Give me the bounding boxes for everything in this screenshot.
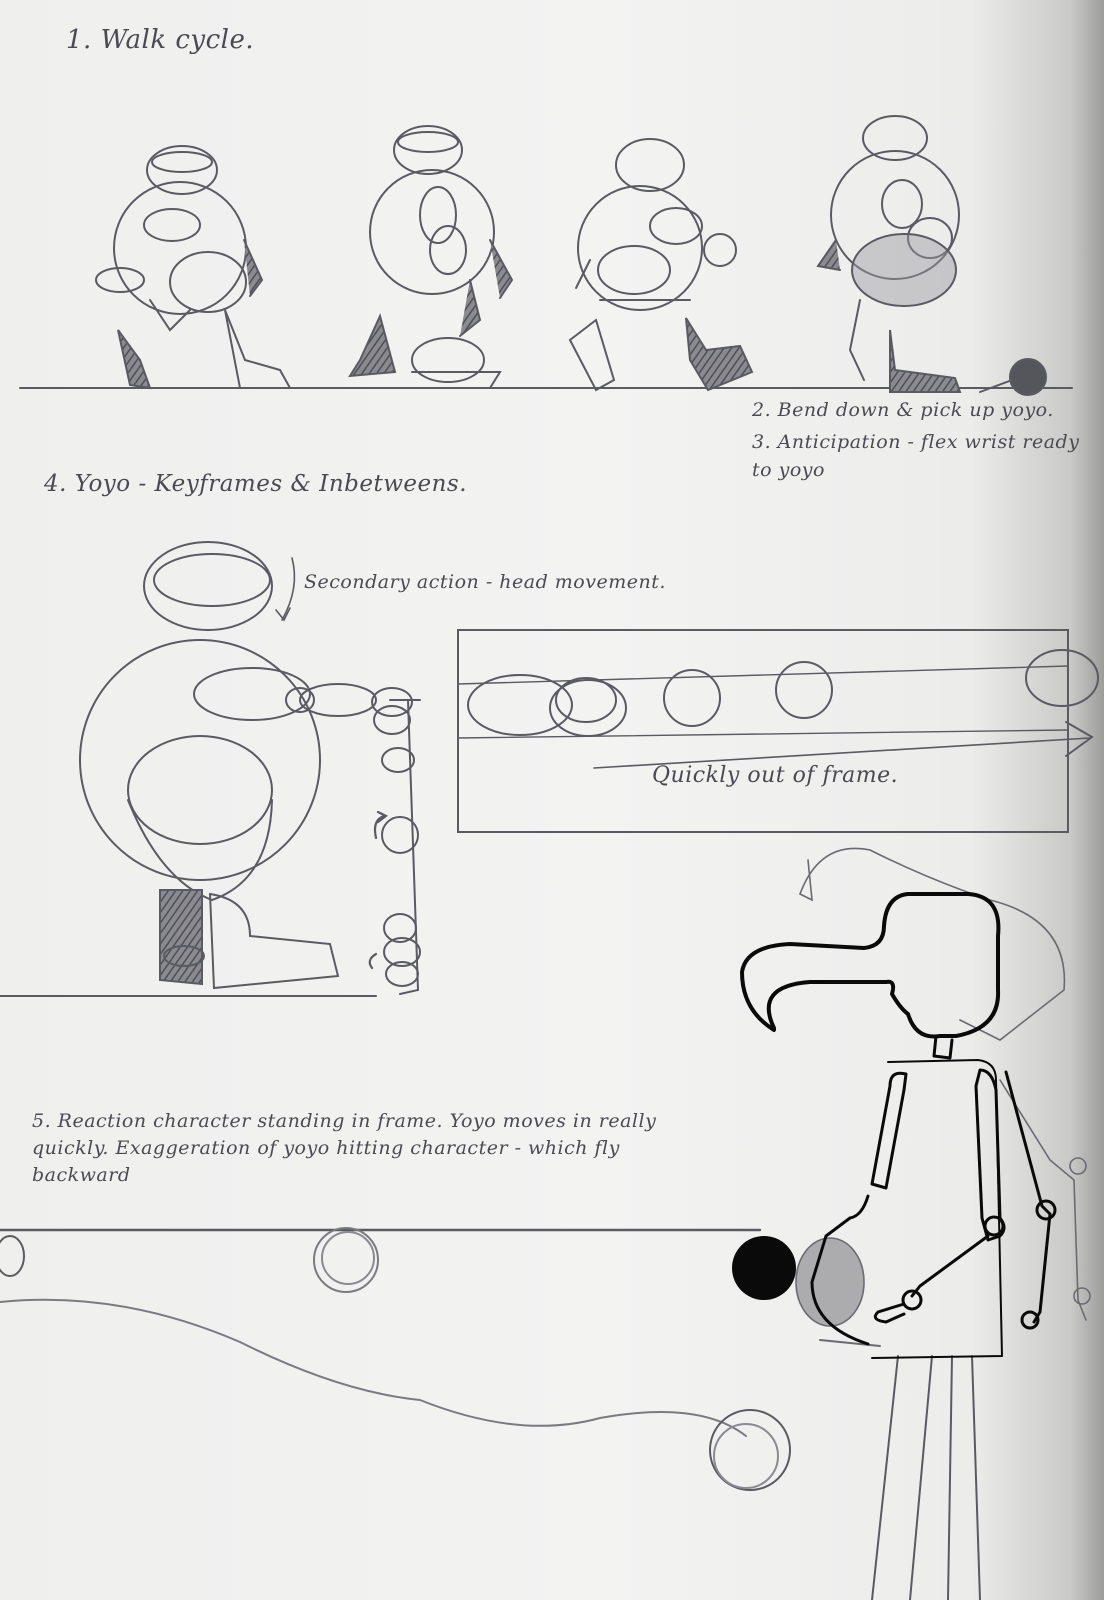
note-secondary-action: Secondary action - head movement. <box>304 571 666 593</box>
yoyo-motion-trail <box>0 1228 790 1490</box>
ground-yoyo-string <box>980 380 1012 392</box>
walk-frame-2-figure <box>350 126 512 388</box>
yoyo-figure <box>80 542 376 988</box>
reaction-character-legs <box>872 1356 980 1600</box>
walk-frame-1-figure <box>96 146 290 388</box>
note-reaction: 5. Reaction character standing in frame. Yoyo moves in really quickly. Exaggeration of yoyo hitting character - which fly backward <box>32 1110 657 1186</box>
note-quickly-out: Quickly out of frame. <box>652 763 899 788</box>
reaction-character-ink <box>742 894 1055 1358</box>
walk-frame-4-figure <box>818 116 960 392</box>
note-yoyo-keyframes: 4. Yoyo - Keyframes & Inbetweens. <box>44 471 468 497</box>
note-bend-down: 2. Bend down & pick up yoyo. <box>752 399 1054 421</box>
yoyo-throw-sequence <box>458 650 1098 768</box>
impact-yoyo <box>732 1236 796 1300</box>
note-walk-cycle: 1. Walk cycle. <box>66 25 255 55</box>
note-anticipation: 3. Anticipation - flex wrist ready to yoyo <box>752 431 1080 481</box>
yoyo-drop-path <box>370 688 420 994</box>
reaction-character-pencil <box>796 848 1090 1346</box>
ground-yoyo <box>1010 359 1046 395</box>
walk-frame-3-figure <box>570 139 752 390</box>
